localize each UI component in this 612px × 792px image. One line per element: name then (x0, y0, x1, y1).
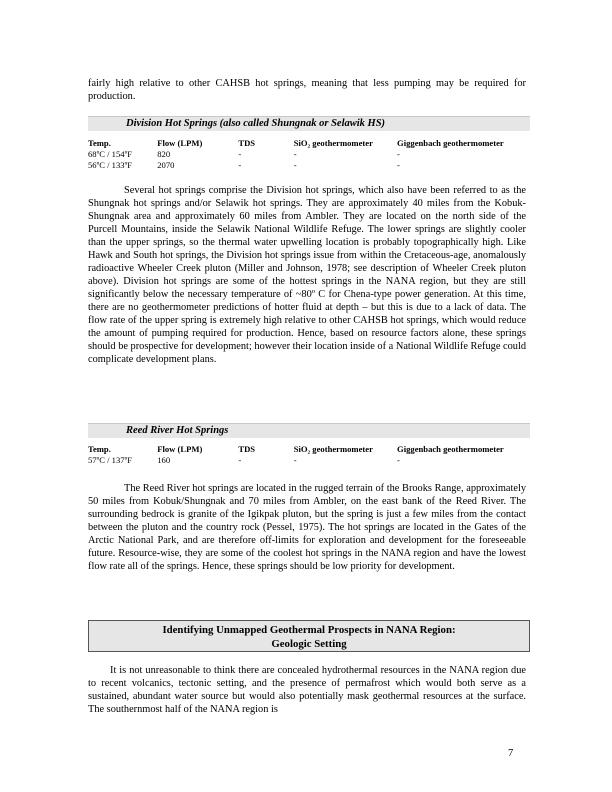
table-row (88, 455, 526, 466)
division-section-header (88, 116, 530, 131)
reed-section-header (88, 423, 530, 438)
heading-line-2: Geologic Setting (271, 638, 347, 650)
cell-tds: - (238, 149, 242, 159)
col-header-giggenbach: Giggenbach geothermometer (397, 444, 504, 454)
col-header-tds: TDS (238, 138, 256, 148)
table-row (88, 160, 526, 171)
division-paragraph: Several hot springs comprise the Division hot springs, which also have been referred to as the Shungnak hot springs and/or Selawik hot springs. They are approximately 40 miles from the Kobuk-Shungnak area and approximately 60 miles from Ambler. They are located on the north side of the Purcell Mountains, inside the Selawik National Wildlife Refuge. The lower springs are slightly cooler than the upper springs, so the thermal water upwelling location is probably topographically high. Like Hawk and South hot springs, the Division hot springs issue from within the Cretaceous-age, anomalously radioactive Wheeler Creek pluton (Miller and Johnson, 1978; see description of Wheeler Creek pluton above). Division hot springs are some of the hottest springs in the NANA region, but they are still significantly below the necessary temperature of ~80º C for Chena-type power generation. At this time, there are no geothermometer predictions of hotter fluid at depth – but this is due to a lack of data. The flow rate of the upper spring is extremely high relative to other CAHSB hot springs, which would reduce the amount of pumping required for production. Hence, based on resource factors alone, these springs should be prospective for development; however their location inside of a National Wildlife Refuge could complicate development plans. (88, 185, 526, 365)
division-section-title: Division Hot Springs (also called Shungnak or Selawik HS) (126, 118, 386, 129)
cell-flow: 2070 (157, 160, 175, 170)
table-row (88, 149, 526, 160)
geologic-setting-heading-box (88, 620, 530, 652)
reed-data-table (88, 444, 526, 466)
reed-paragraph: The Reed River hot springs are located in the rugged terrain of the Brooks Range, approximately 50 miles from Kobuk/Shungnak and 70 miles from Ambler, on the east bank of the Reed River. The surrounding bedrock is granite of the Igikpak pluton, but the spring is just a few miles from the contact between the pluton and the country rock (Pessel, 1975). The hot springs are located in the Gates of the Arctic National Park, and are therefore off-limits for exploration and development for the foreseeable future. Resource-wise, they are some of the coolest hot springs in the NANA region and have the lowest flow rate all of the springs. Hence, these springs should be low priority for development. (88, 483, 526, 572)
col-header-tds: TDS (238, 444, 256, 454)
col-header-sio2: SiO₂ geothermometer (293, 444, 373, 454)
cell-giggenbach: - (397, 149, 400, 159)
heading-line-1: Identifying Unmapped Geothermal Prospects in NANA Region: (162, 624, 456, 636)
cell-sio2: - (293, 160, 297, 170)
cell-sio2: - (293, 455, 297, 465)
table-header-row (88, 444, 526, 455)
col-header-flow: Flow (LPM) (157, 138, 203, 148)
cell-giggenbach: - (397, 160, 400, 170)
cell-flow: 820 (157, 149, 171, 159)
division-data-table (88, 138, 526, 171)
col-header-flow: Flow (LPM) (157, 444, 203, 454)
final-paragraph: It is not unreasonable to think there are concealed hydrothermal resources in the NANA region due to recent volcanics, tectonic setting, and the presence of permafrost which would both serve as a sustained, abundant water source but would also potentially mask geothermal resources at the surface. The southernmost half of the NANA region is (88, 665, 526, 715)
col-header-temp: Temp. (88, 444, 111, 454)
cell-temp: 57ºC / 137ºF (88, 455, 133, 465)
col-header-sio2: SiO₂ geothermometer (293, 138, 373, 148)
cell-flow: 160 (157, 455, 171, 465)
table-header-row (88, 138, 526, 149)
cell-tds: - (238, 160, 242, 170)
intro-paragraph: fairly high relative to other CAHSB hot springs, meaning that less pumping may be required for production. (88, 78, 526, 102)
cell-giggenbach: - (397, 455, 400, 465)
page-number: 7 (508, 748, 514, 759)
cell-temp: 56ºC / 133ºF (88, 160, 133, 170)
col-header-giggenbach: Giggenbach geothermometer (397, 138, 504, 148)
cell-tds: - (238, 455, 242, 465)
cell-temp: 68ºC / 154ºF (88, 149, 133, 159)
col-header-temp: Temp. (88, 138, 111, 148)
cell-sio2: - (293, 149, 297, 159)
reed-section-title: Reed River Hot Springs (126, 425, 229, 436)
